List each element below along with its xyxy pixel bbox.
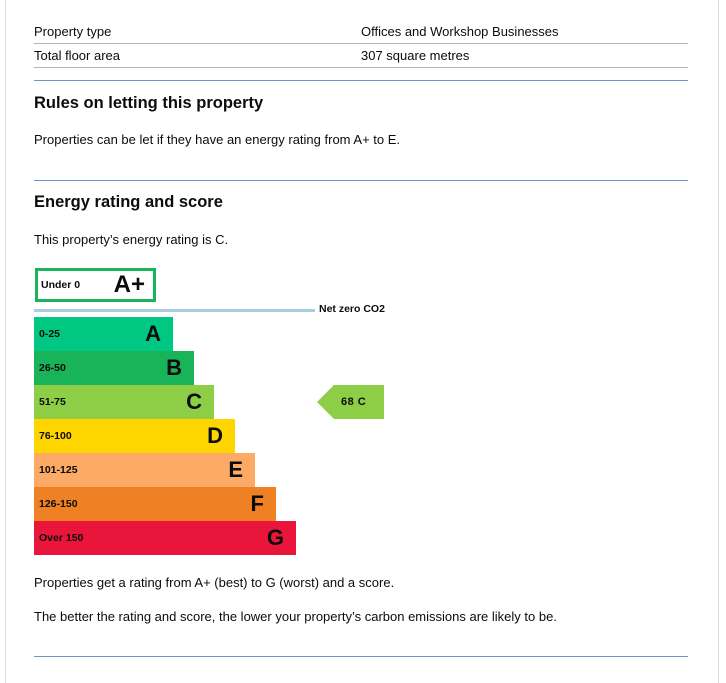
current-rating-text: 68 C (341, 396, 367, 408)
letting-text: Properties can be let if they have an energy rating from A+ to E. (34, 132, 401, 147)
band-range: Under 0 (41, 279, 81, 291)
band-a (34, 317, 173, 351)
section-divider (34, 180, 688, 181)
band-letter: E (228, 457, 243, 482)
band-letter: F (250, 491, 264, 516)
band-range: 26-50 (39, 362, 66, 374)
band-letter: A (145, 321, 161, 346)
band-range: 51-75 (39, 396, 66, 408)
energy-rating-text: This property’s energy rating is C. (34, 232, 229, 247)
summary-row-floor-area (34, 44, 688, 68)
band-d (34, 419, 235, 453)
net-zero-line (34, 309, 315, 312)
band-f (34, 487, 276, 521)
energy-heading: Energy rating and score (34, 193, 223, 211)
section-divider (34, 656, 688, 657)
explanation-text-2: The better the rating and score, the lower your property’s carbon emissions are likely to be. (34, 609, 557, 624)
band-letter: D (207, 423, 223, 448)
band-range: Over 150 (39, 532, 84, 544)
band-letter: B (166, 355, 182, 380)
property-summary (34, 20, 688, 68)
section-divider (34, 80, 688, 81)
band-range: 0-25 (39, 328, 61, 340)
summary-key: Property type (34, 24, 112, 39)
current-rating-marker (317, 385, 384, 419)
summary-row-property-type (34, 20, 688, 44)
band-range: 76-100 (39, 430, 72, 442)
letting-heading: Rules on letting this property (34, 94, 264, 112)
net-zero-label: Net zero CO2 (319, 303, 385, 315)
explanation-text-1: Properties get a rating from A+ (best) to G (worst) and a score. (34, 575, 395, 590)
band-range: 126-150 (39, 498, 78, 510)
band-e (34, 453, 255, 487)
band-g (34, 521, 296, 555)
summary-key: Total floor area (34, 48, 120, 63)
summary-value: 307 square metres (361, 48, 470, 63)
band-letter: A+ (113, 271, 145, 298)
band-aplus (35, 268, 156, 302)
energy-rating-chart (34, 268, 434, 558)
band-range: 101-125 (39, 464, 78, 476)
band-letter: G (266, 525, 284, 550)
band-c (34, 385, 214, 419)
summary-value: Offices and Workshop Businesses (361, 24, 559, 39)
band-b (34, 351, 194, 385)
band-letter: C (186, 389, 202, 414)
